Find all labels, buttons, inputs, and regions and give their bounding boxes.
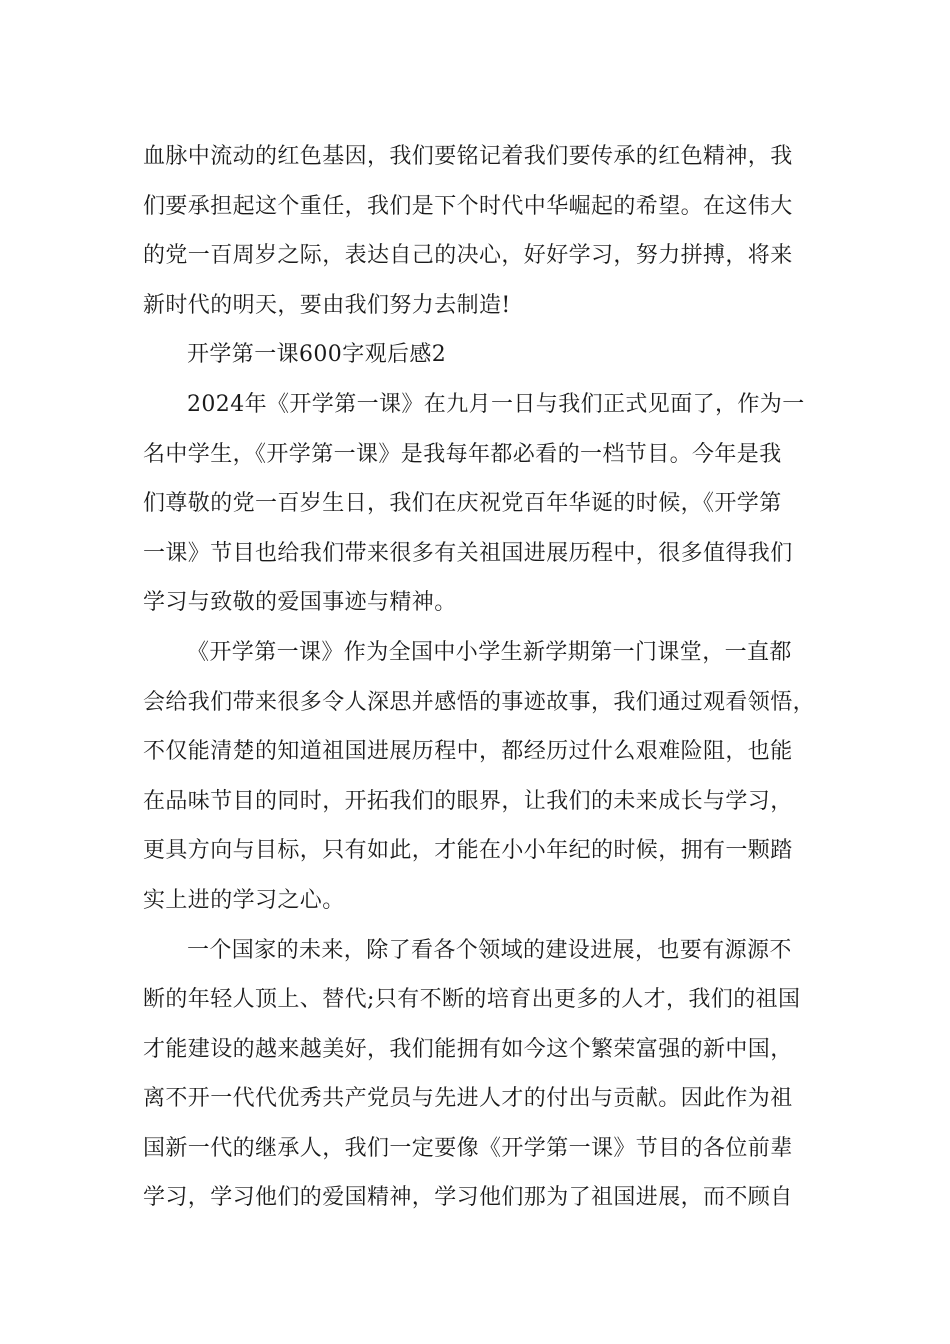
text-line: 血脉中流动的红色基因，我们要铭记着我们要传承的红色精神，我	[143, 144, 793, 169]
text-line: 2024年《开学第一课》在九月一日与我们正式见面了，作为一	[187, 391, 805, 417]
text-line: 在品味节目的同时，开拓我们的眼界，让我们的未来成长与学习，	[143, 788, 793, 814]
text-line: 国新一代的继承人，我们一定要像《开学第一课》节目的各位前辈	[143, 1135, 793, 1161]
text-line: 《开学第一课》作为全国中小学生新学期第一门课堂，一直都	[187, 639, 792, 665]
text-line: 学习，学习他们的爱国精神，学习他们那为了祖国进展，而不顾自	[143, 1185, 793, 1211]
text-line: 实上进的学习之心。	[143, 887, 345, 913]
section-heading: 开学第一课600字观后感2	[187, 342, 447, 368]
text-line: 们要承担起这个重任，我们是下个时代中华崛起的希望。在这伟大	[143, 193, 793, 219]
document-body	[143, 132, 843, 1223]
text-line: 会给我们带来很多令人深思并感悟的事迹故事，我们通过观看领悟，	[143, 689, 816, 715]
text-line: 不仅能清楚的知道祖国进展历程中，都经历过什么艰难险阻，也能	[143, 739, 793, 765]
text-line: 离不开一代代优秀共产党员与先进人才的付出与贡献。因此作为祖	[143, 1086, 793, 1112]
text-line: 新时代的明天，要由我们努力去制造!	[143, 292, 511, 318]
text-line: 更具方向与目标，只有如此，才能在小小年纪的时候，拥有一颗踏	[143, 838, 793, 864]
text-line: 才能建设的越来越美好，我们能拥有如今这个繁荣富强的新中国，	[143, 1036, 793, 1062]
text-line: 一个国家的未来，除了看各个领域的建设进展，也要有源源不	[187, 937, 792, 963]
text-line: 名中学生，《开学第一课》是我每年都必看的一档节目。今年是我	[143, 441, 782, 467]
text-line: 的党一百周岁之际，表达自己的决心，好好学习，努力拼搏，将来	[143, 243, 793, 269]
text-line: 们尊敬的党一百岁生日，我们在庆祝党百年华诞的时候，《开学第	[143, 491, 782, 517]
text-line: 学习与致敬的爱国事迹与精神。	[143, 590, 457, 616]
text-line: 断的年轻人顶上、替代;只有不断的培育出更多的人才，我们的祖国	[143, 987, 801, 1013]
text-line: 一课》节目也给我们带来很多有关祖国进展历程中，很多值得我们	[143, 540, 793, 566]
